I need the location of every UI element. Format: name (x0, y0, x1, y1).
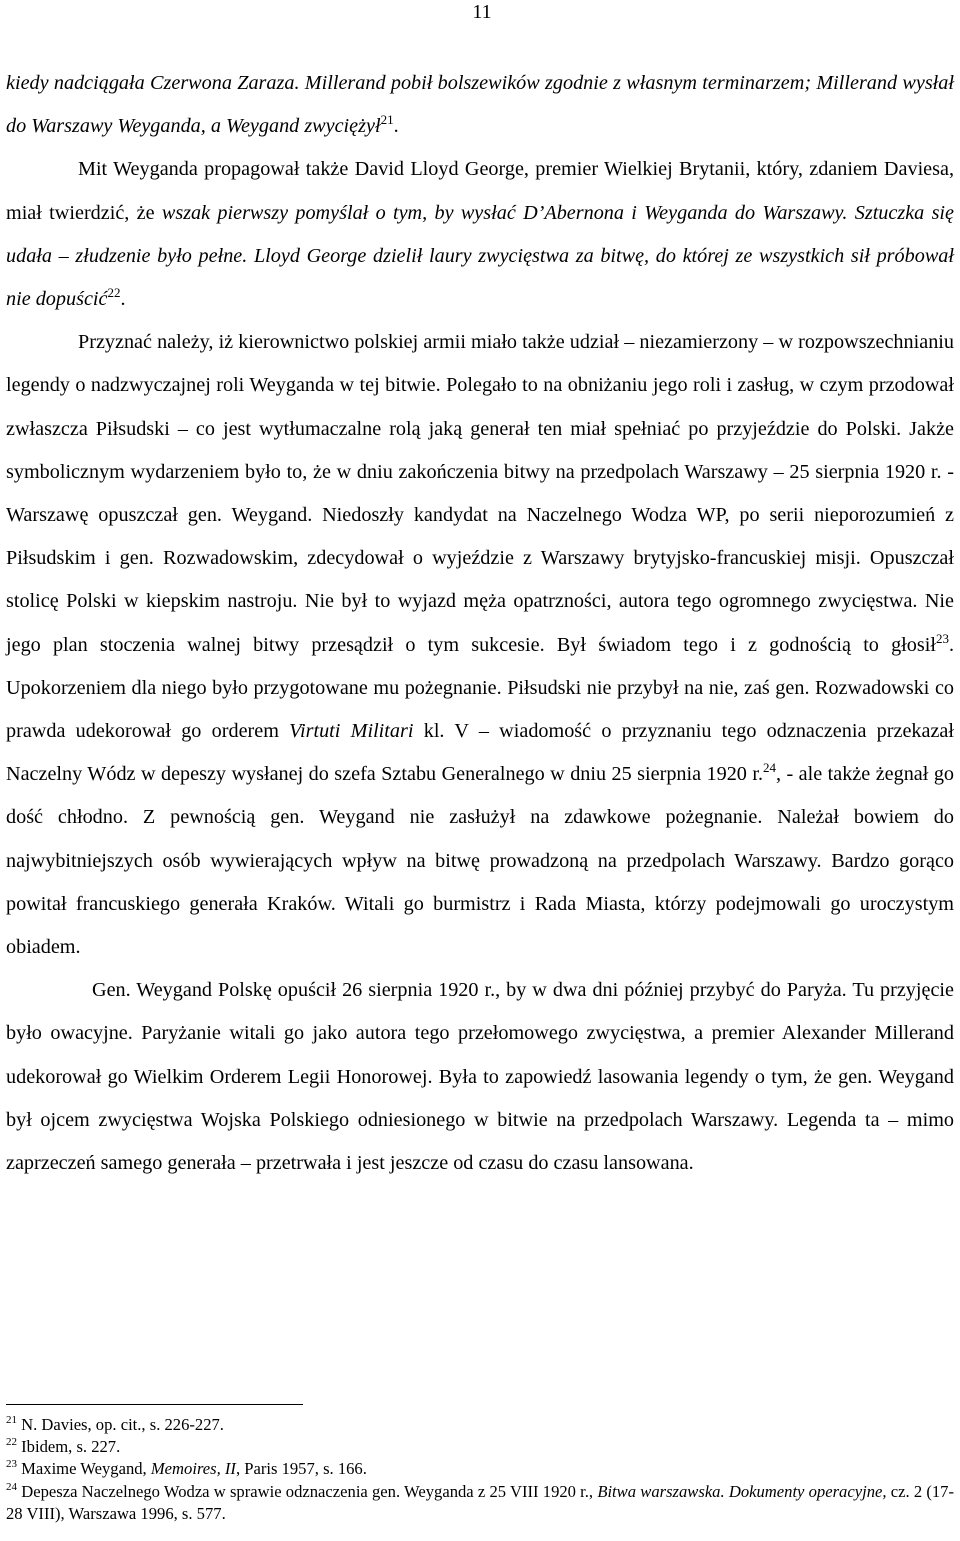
footnote-ref: 22 (107, 285, 121, 301)
text-run: cz. 2 (17-28 VIII), Warszawa 1996, s. 577. (6, 1481, 954, 1523)
text-run: , - ale także żegnał go dość chłodno. Z pewnością gen. Weygand nie zasłużył na zdawkowe pożegnanie. Należał bowiem do najwybitniejszych osób wywierających wpływ na bitwę prowadzoną na przedpolach Warszawy. Bardzo gorąco powitał francuskiego generała Kraków. Witali go burmistrz i Rada Miasta, którzy podejmowali go uroczystym obiadem. (6, 763, 955, 959)
italic-text: Virtuti Militari (289, 720, 414, 743)
footnote-ref: 24 (763, 760, 777, 776)
footnote-number: 22 (6, 1436, 17, 1449)
text-run: . Upokorzeniem dla niego było przygotowane mu pożegnanie. Piłsudski nie przybył na nie, zaś gen. Rozwadowski co prawda udekorował go orderem (6, 633, 954, 743)
text-run: , Paris 1957, s. 166. (235, 1459, 367, 1479)
text-run: N. Davies, op. cit., s. 226-227. (21, 1415, 224, 1434)
italic-text: kiedy nadciągała Czerwona Zaraza. Millerand pobił bolszewików zgodnie z własnym terminarzem; Millerand wysłał do Warszawy Weyganda, a Weygand zwyciężył (6, 72, 954, 138)
footnote-ref: 23 (935, 630, 949, 646)
paragraph-4 (6, 969, 954, 1185)
paragraph-3 (6, 321, 954, 969)
text-run: . (120, 288, 126, 311)
footnotes (6, 1414, 954, 1525)
text-run: Depesza Naczelnego Wodza w sprawie odznaczenia gen. Weyganda z 25 VIII 1920 r., (21, 1481, 598, 1501)
text-run: Przyznać należy, iż kierownictwo polskiej armii miało także udział – niezamierzony – w rozpowszechnianiu legendy o nadzwyczajnej roli Weyganda w tej bitwie. Polegało to na obniżaniu jego roli i zasług, w czym przodował zwłaszcza Piłsudski – co jest wytłumaczalne rolą jaką generał ten miał spełniać po przyjeździe do Polski. Jakże symbolicznym wydarzeniem było to, że w dniu zakończenia bitwy na przedpolach Warszawy – 25 sierpnia 1920 r. - Warszawę opuszczał gen. Weygand. Niedoszły kandydat na Naczelnego Wodza WP, po serii nieporozumień z Piłsudskim i gen. Rozwadowskim, zdecydował o wyjeździe z Warszawy brytyjsko-francuskiej misji. Opuszczał stolicę Polski w kiepskim nastroju. Nie był to wyjazd męża opatrzności, autora tego ogromnego zwycięstwa. Nie jego plan stoczenia walnej bitwy przesądził o tym sukcesie. Był świadom tego i z godnością to głosił (6, 331, 954, 656)
italic-text: Bitwa warszawska. Dokumenty operacyjne, (597, 1481, 887, 1501)
footnote-number: 24 (6, 1480, 17, 1493)
footnote-23 (6, 1458, 954, 1480)
text-run: Maxime Weygand, (21, 1459, 151, 1479)
footnote-number: 21 (6, 1414, 17, 1426)
text-run: Gen. Weygand Polskę opuścił 26 sierpnia 1920 r., by w dwa dni później przybyć do Paryża. Tu przyjęcie było owacyjne. Paryżanie witali go jako autora tego przełomowego zwycięstwa, a premier Alexander Millerand udekorował go Wielkim Orderem Legii Honorowej. Była to zapowiedź lasowania legendy o tym, że gen. Weygand był ojcem zwycięstwa Wojska Polskiego odniesionego w bitwie na przedpolach Warszawy. Legenda ta – mimo zaprzeczeń samego generała – przetrwała i jest jeszcze od czasu do czasu lansowana. (6, 979, 954, 1175)
text-run: kl. V – wiadomość o przyznaniu tego odznaczenia przekazał Naczelny Wódz w depeszy wysłanej do szefa Sztabu Generalnego w dniu 25 sierpnia 1920 r. (6, 720, 954, 786)
text-run: Mit Weyganda propagował także David Lloyd George, premier Wielkiej Brytanii, który, zdaniem Daviesa, miał twierdzić, że (6, 158, 954, 224)
footnote-21 (6, 1414, 954, 1436)
text-run: Ibidem, s. 227. (21, 1437, 121, 1457)
footnote-ref: 21 (380, 112, 394, 128)
page-number: 11 (472, 1, 492, 23)
footnote-24 (6, 1481, 954, 1525)
paragraph-2 (6, 148, 954, 321)
footnote-number: 23 (6, 1458, 17, 1471)
italic-text: wszak pierwszy pomyślał o tym, by wysłać D’Abernona i Weyganda do Warszawy. Sztuczka się udała – złudzenie było pełne. Lloyd George dzielił laury zwycięstwa za bitwę, do której ze wszystkich sił próbował nie dopuścić (6, 201, 955, 311)
text-run: . (393, 115, 399, 138)
footnote-separator (6, 1404, 303, 1405)
document-body (6, 62, 954, 1185)
italic-text: Memoires, II (150, 1459, 236, 1479)
footnote-22 (6, 1436, 954, 1458)
paragraph-1 (6, 62, 954, 148)
